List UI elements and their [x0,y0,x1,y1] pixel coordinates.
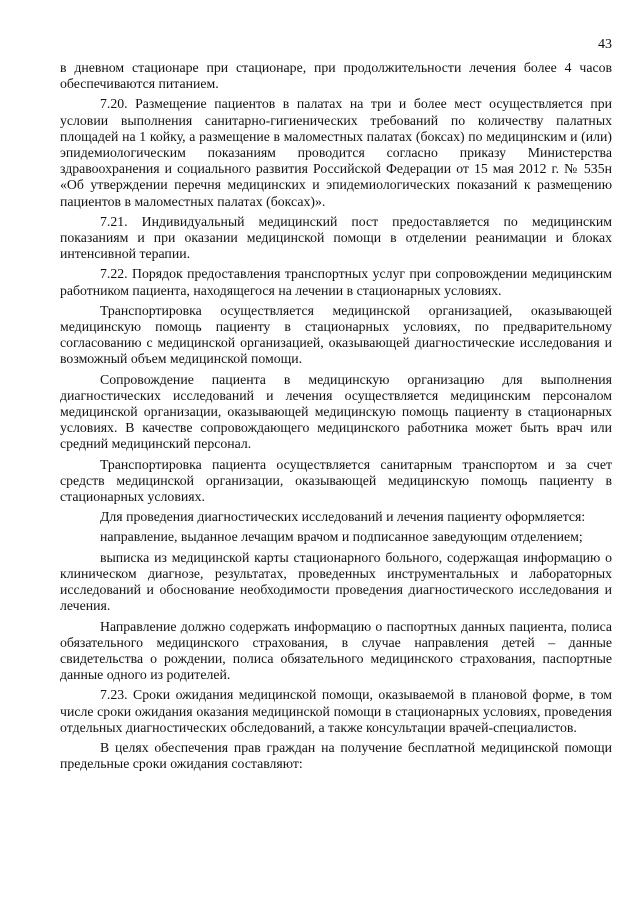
paragraph-7-23: 7.23. Сроки ожидания медицинской помощи, оказываемой в плановой форме, в том числе сроки ожидания оказания медицинской помощи в стационарных условиях, проведения отдельных диагностических обследований, а также консультации врачей-специалистов. [60,687,612,735]
paragraph-medical-extract: выписка из медицинской карты стационарного больного, содержащая информацию о клиническом диагнозе, результатах, проведенных инструментальных и лабораторных исследований и обоснование необходимости проведения диагностического исследования и лечения. [60,549,612,614]
paragraph-documents-intro: Для проведения диагностических исследований и лечения пациенту оформляется: [100,509,586,525]
page-number: 43 [598,37,612,52]
paragraph-escort: Сопровождение пациента в медицинскую организацию для выполнения диагностических исследований и лечения осуществляется медицинским персоналом медицинской организации, оказывающей медицинскую помощь пациенту в стационарных условиях. В качестве сопровождающего медицинского работника может быть врач или средний медицинский персонал. [60,371,612,452]
document-body [60,60,612,776]
paragraph-transportation: Транспортировка осуществляется медицинской организацией, оказывающей медицинскую помощь пациенту в стационарных условиях, по предварительному согласованию с медицинской организацией, оказывающей диагностические исследования и возможный объем медицинской помощи. [60,302,612,367]
paragraph-waiting-times: В целях обеспечения прав граждан на получение бесплатной медицинской помощи предельные сроки ожидания составляют: [60,739,612,772]
paragraph-continuation: в дневном стационаре при стационаре, при продолжительности лечения более 4 часов обеспечиваются питанием. [60,60,612,92]
paragraph-7-22: 7.22. Порядок предоставления транспортных услуг при сопровождении медицинским работником пациента, находящегося на лечении в стационарных условиях. [60,266,612,298]
paragraph-7-21: 7.21. Индивидуальный медицинский пост предоставляется по медицинским показаниям и при оказании медицинской помощи в отделении реанимации и блоках интенсивной терапии. [60,213,612,262]
paragraph-referral: направление, выданное лечащим врачом и подписанное заведующим отделением; [100,529,583,545]
paragraph-referral-content: Направление должно содержать информацию о паспортных данных пациента, полиса обязательного медицинского страхования, в случае направления детей – данные свидетельства о рождении, полиса обязательного медицинского страхования, паспортные данные одного из родителей. [60,618,612,683]
paragraph-sanitary-transport: Транспортировка пациента осуществляется санитарным транспортом и за счет средств медицинской организации, оказывающей медицинскую помощь пациенту в стационарных условиях. [60,456,612,505]
paragraph-7-20: 7.20. Размещение пациентов в палатах на три и более мест осуществляется при условии выполнения санитарно-гигиенических требований по количеству палатных площадей на 1 койку, а размещение в маломестных палатах (боксах) по медицинским и (или) эпидемиологическим показаниям проводится согласно приказу Министерства здравоохранения и социального развития Российской Федерации от 15 мая 2012 г. № 535н «Об утверждении перечня медицинских и эпидемиологических показаний к размещению пациентов в маломестных палатах (боксах)». [60,96,612,209]
